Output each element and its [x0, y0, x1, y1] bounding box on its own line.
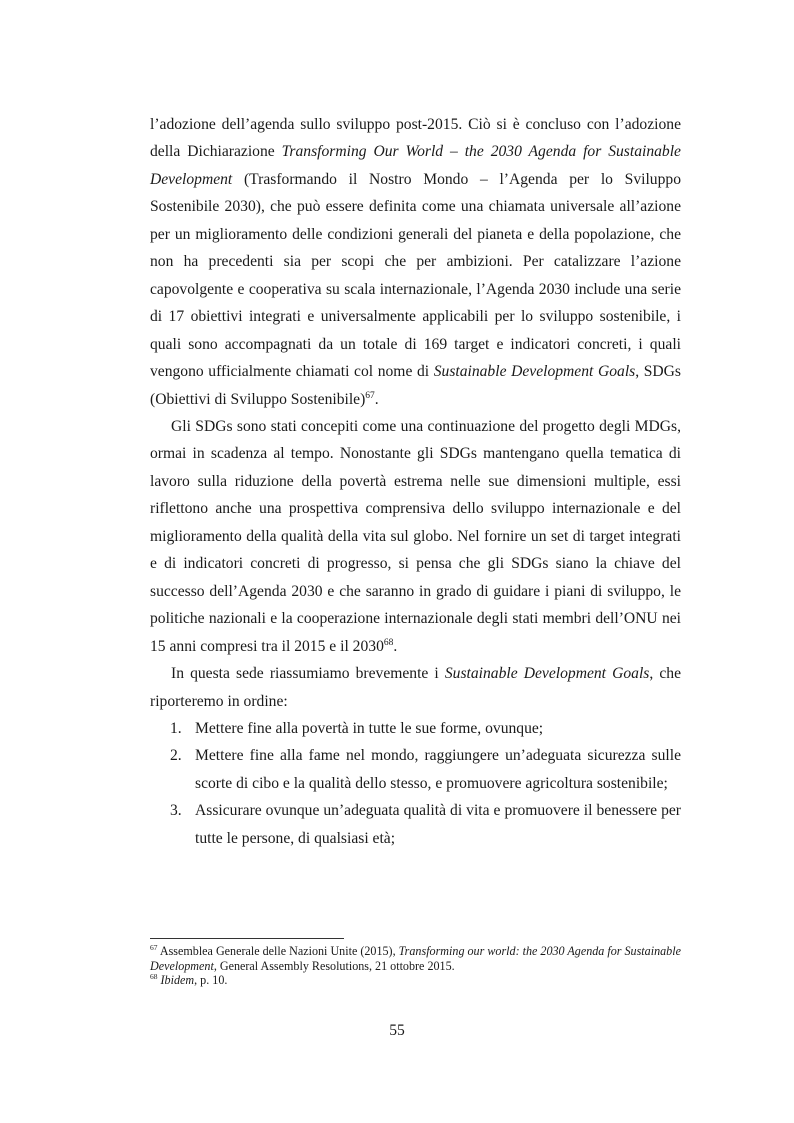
footnote-68 [150, 973, 681, 988]
text-run: (Trasformando il Nostro Mondo – l’Agenda per lo Sviluppo Sostenibile 2030), che può essere definita come una chiamata universale all’azione per un miglioramento delle condizioni generali del pianeta e della popolazione, che non ha precedenti sia per scopi che per ambizioni. Per catalizzare l’azione capovolgente e cooperativa su scala internazionale, l’Agenda 2030 include una serie di 17 obiettivi integrati e universalmente applicabili per lo sviluppo sostenibile, i quali sono accompagnati da un totale di 169 target e indicatori concreti, i quali vengono ufficialmente chiamati col nome di [150, 170, 681, 381]
footnote-separator [150, 938, 344, 939]
list-item [150, 742, 681, 797]
body-text [150, 111, 681, 852]
footnote-67 [150, 944, 681, 973]
list-number: 3. [170, 802, 182, 820]
list-item [150, 797, 681, 852]
footnote-ref-67[interactable]: 67 [365, 390, 375, 401]
italic-term: Ibidem [160, 973, 195, 987]
text-run: , che riporteremo in ordine: [150, 665, 681, 710]
italic-title: Transforming Our World – the 2030 Agenda for Sustainable Development [150, 143, 681, 188]
list-text: Assicurare ovunque un’adeguata qualità di vita e promuovere il benessere per tutte le persone, di qualsiasi età; [195, 802, 681, 847]
footnote-number: 68 [150, 971, 158, 981]
footnotes [150, 944, 681, 988]
list-item [150, 715, 681, 742]
list-number: 2. [170, 747, 182, 765]
page-number: 55 [389, 1022, 405, 1039]
text-run: l’adozione dell’agenda sullo sviluppo post-2015. Ciò si è concluso con l’adozione della Dichiarazione [150, 116, 681, 161]
list-number: 1. [170, 719, 182, 737]
text-run: . [374, 390, 379, 408]
text-run: In questa sede riassumiamo brevemente i [171, 665, 445, 683]
paragraph-intro-list [150, 660, 681, 715]
footnote-number: 67 [150, 942, 158, 952]
paragraph-sdgs [150, 413, 681, 660]
paragraph-agenda-2030 [150, 111, 681, 413]
text-run: . [393, 637, 398, 655]
footnote-ref-68[interactable]: 68 [383, 637, 394, 648]
italic-term: Sustainable Development Goals [433, 363, 636, 381]
text-run: Gli SDGs sono stati concepiti come una continuazione del progetto degli MDGs, ormai in scadenza al tempo. Nonostante gli SDGs mantengano quella tematica di lavoro sulla riduzione della povertà estrema nelle sue dimensioni multiple, essi riflettono anche una prospettiva comprensiva dello sviluppo internazionale e del miglioramento della qualità della vita sul globo. Nel fornire un set di target integrati e di indicatori concreti di progresso, si pensa che gli SDGs siano la chiave del successo dell’Agenda 2030 e che saranno in grado di guidare i piani di sviluppo, le politiche nazionali e la cooperazione internazionale degli stati membri dell’ONU nei 15 anni compresi tra il 2015 e il 2030 [150, 417, 681, 655]
text-run: , SDGs (Obiettivi di Sviluppo Sostenibile) [150, 363, 682, 408]
sdg-list [150, 715, 681, 852]
list-text: Mettere fine alla fame nel mondo, raggiungere un’adeguata sicurezza sulle scorte di cibo e la qualità dello stesso, e promuovere agricoltura sostenibile; [195, 747, 681, 792]
italic-title: Transforming our world: the 2030 Agenda for Sustainable Development [150, 944, 681, 973]
text-run: , p. 10. [194, 973, 228, 987]
text-run: , General Assembly Resolutions, 21 ottobre 2015. [213, 958, 455, 973]
text-run: Assemblea Generale delle Nazioni Unite (2015), [157, 944, 399, 958]
italic-term: Sustainable Development Goals [444, 665, 650, 683]
list-text: Mettere fine alla povertà in tutte le sue forme, ovunque; [195, 719, 544, 737]
